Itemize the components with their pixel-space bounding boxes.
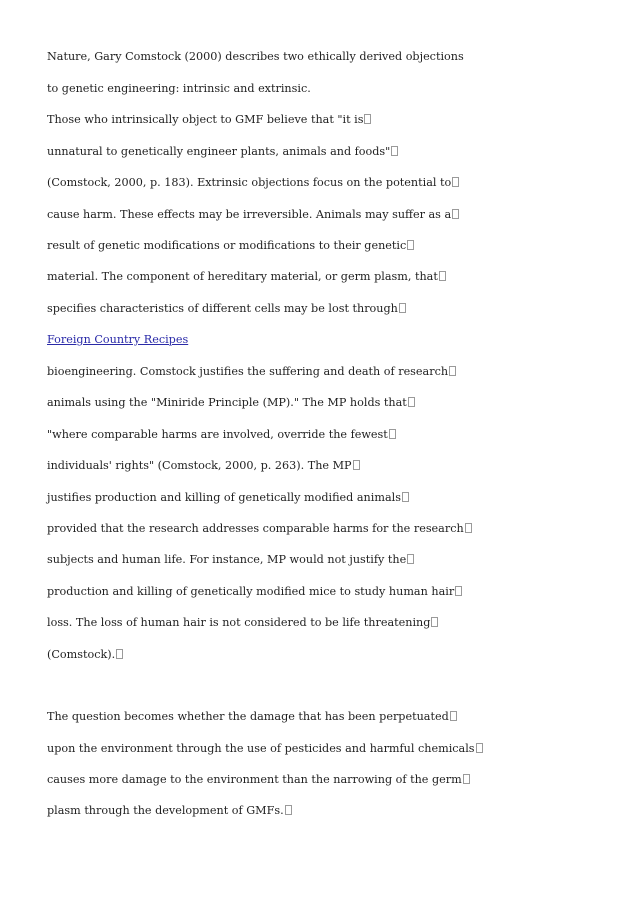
text-line-content: provided that the research addresses comparable harms for the research xyxy=(47,522,464,535)
text-line-content: (Comstock). xyxy=(47,648,116,661)
text-line xyxy=(47,270,446,284)
text-line xyxy=(47,710,457,724)
text-line xyxy=(47,302,406,316)
missing-glyph-icon xyxy=(116,649,123,659)
link-line xyxy=(47,333,188,347)
text-line xyxy=(47,50,464,64)
text-line-content: upon the environment through the use of pesticides and harmful chemicals xyxy=(47,742,475,755)
text-line-content: Those who intrinsically object to GMF believe that "it is xyxy=(47,113,364,126)
text-line-content: "where comparable harms are involved, override the fewest xyxy=(47,428,388,441)
missing-glyph-icon xyxy=(408,397,415,407)
missing-glyph-icon xyxy=(407,554,414,564)
missing-glyph-icon xyxy=(452,209,459,219)
text-line xyxy=(47,396,415,410)
text-line xyxy=(47,522,472,536)
missing-glyph-icon xyxy=(402,492,409,502)
text-line-content: cause harm. These effects may be irreversible. Animals may suffer as a xyxy=(47,208,452,221)
missing-glyph-icon xyxy=(449,366,456,376)
text-line xyxy=(47,208,459,222)
text-line-content: unnatural to genetically engineer plants, animals and foods" xyxy=(47,145,391,158)
text-line-content: production and killing of genetically modified mice to study human hair xyxy=(47,585,455,598)
text-line xyxy=(47,804,292,818)
missing-glyph-icon xyxy=(476,743,483,753)
text-line-content: (Comstock, 2000, p. 183). Extrinsic objections focus on the potential to xyxy=(47,176,452,189)
text-line xyxy=(47,648,123,662)
missing-glyph-icon xyxy=(364,114,371,124)
text-line xyxy=(47,553,414,567)
text-line xyxy=(47,239,414,253)
text-line-content: The question becomes whether the damage that has been perpetuated xyxy=(47,710,449,723)
text-line-content: causes more damage to the environment than the narrowing of the germ xyxy=(47,773,462,786)
text-line-content: subjects and human life. For instance, MP would not justify the xyxy=(47,553,407,566)
text-line-content: material. The component of hereditary material, or germ plasm, that xyxy=(47,270,438,283)
missing-glyph-icon xyxy=(450,711,457,721)
missing-glyph-icon xyxy=(439,271,446,281)
text-line xyxy=(47,176,459,190)
text-line-content: to genetic engineering: intrinsic and extrinsic. xyxy=(47,82,311,95)
text-line xyxy=(47,459,360,473)
text-line-content: Nature, Gary Comstock (2000) describes two ethically derived objections xyxy=(47,50,464,63)
text-line xyxy=(47,773,470,787)
text-line-content: justifies production and killing of genetically modified animals xyxy=(47,491,401,504)
missing-glyph-icon xyxy=(407,240,414,250)
text-line-content: individuals' rights" (Comstock, 2000, p. 263). The MP xyxy=(47,459,352,472)
text-line xyxy=(47,82,311,96)
foreign-country-recipes-link[interactable]: Foreign Country Recipes xyxy=(47,333,189,346)
text-line xyxy=(47,491,409,505)
missing-glyph-icon xyxy=(399,303,406,313)
text-line xyxy=(47,742,483,756)
text-line xyxy=(47,113,371,127)
missing-glyph-icon xyxy=(353,460,360,470)
text-line xyxy=(47,585,462,599)
missing-glyph-icon xyxy=(465,523,472,533)
missing-glyph-icon xyxy=(455,586,462,596)
missing-glyph-icon xyxy=(389,429,396,439)
missing-glyph-icon xyxy=(452,177,459,187)
text-line-content: animals using the "Miniride Principle (MP)." The MP holds that xyxy=(47,396,407,409)
text-line xyxy=(47,616,438,630)
text-line xyxy=(47,428,396,442)
text-line-content: plasm through the development of GMFs. xyxy=(47,804,284,817)
text-line-content: result of genetic modifications or modifications to their genetic xyxy=(47,239,407,252)
text-line xyxy=(47,365,456,379)
missing-glyph-icon xyxy=(463,774,470,784)
text-line-content: specifies characteristics of different cells may be lost through xyxy=(47,302,398,315)
missing-glyph-icon xyxy=(285,805,292,815)
text-line-content: bioengineering. Comstock justifies the suffering and death of research xyxy=(47,365,449,378)
missing-glyph-icon xyxy=(391,146,398,156)
missing-glyph-icon xyxy=(431,617,438,627)
text-line xyxy=(47,145,398,159)
text-line-content: loss. The loss of human hair is not considered to be life threatening xyxy=(47,616,431,629)
